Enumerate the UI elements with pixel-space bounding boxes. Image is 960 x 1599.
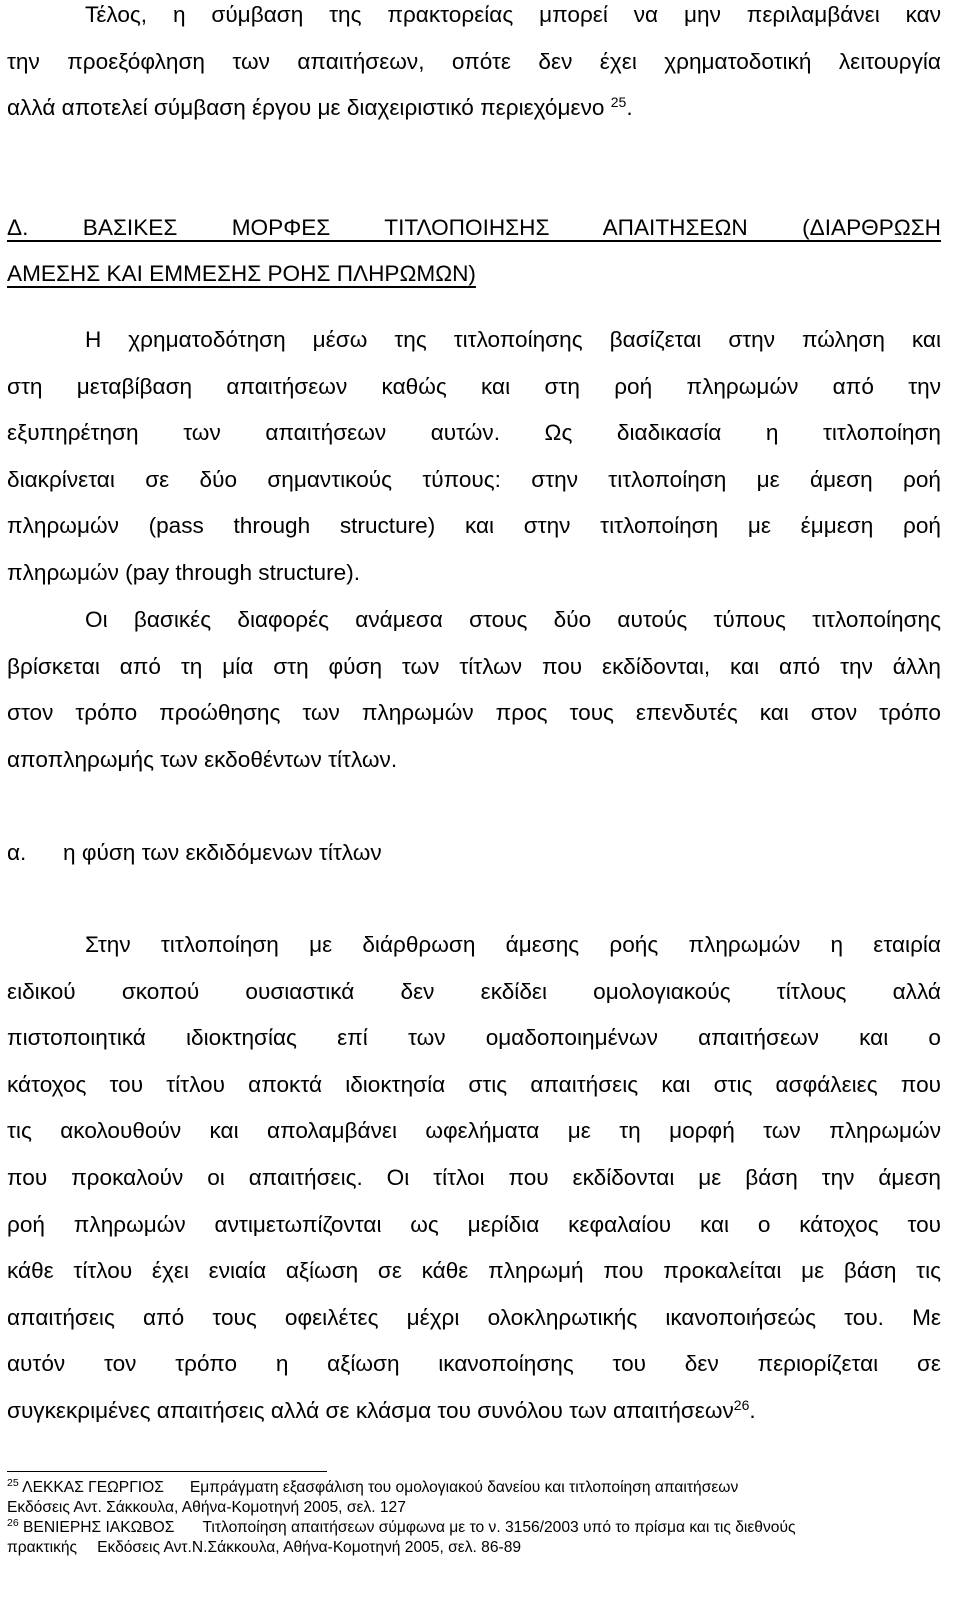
- text-line: απαιτήσεις από τους οφειλέτες μέχρι ολοκληρωτικής ικανοποιήσεώς του. Με: [7, 1304, 941, 1330]
- footnote-text: Εμπράγματη εξασφάλιση του ομολογιακού δανείου και τιτλοποίηση απαιτήσεων: [189, 1479, 739, 1496]
- footnote-separator: [7, 1471, 327, 1472]
- text-line: στον τρόπο προώθησης των πληρωμών προς τους επενδυτές και στον τρόπο: [7, 700, 941, 726]
- footnote-number: 26: [7, 1517, 19, 1529]
- section-heading: [7, 205, 941, 297]
- text-line: κάθε τίτλου έχει ενιαία αξίωση σε κάθε πληρωμή που προκαλείται με βάση τις: [7, 1258, 941, 1284]
- heading-line: Δ. ΒΑΣΙΚΕΣ ΜΟΡΦΕΣ ΤΙΤΛΟΠΟΙΗΣΗΣ ΑΠΑΙΤΗΣΕΩΝ (ΔΙΑΡΘΡΩΣΗ: [7, 215, 941, 240]
- subsection-title: η φύση των εκδιδόμενων τίτλων: [63, 840, 382, 865]
- text-line: βρίσκεται από τη μία στη φύση των τίτλων που εκδίδονται, και από την άλλη: [7, 653, 941, 679]
- footnotes: [7, 1478, 941, 1558]
- text-line: αποπληρωμής των εκδοθέντων τίτλων.: [7, 746, 398, 772]
- text-line: πληρωμών (pay through structure).: [7, 559, 361, 585]
- text-line: Οι βασικές διαφορές ανάμεσα στους δύο αυτούς τύπους τιτλοποίησης: [85, 607, 941, 632]
- text-line: στη μεταβίβαση απαιτήσεων καθώς και στη ροή πληρωμών από την: [7, 373, 941, 399]
- footnote-number: 25: [7, 1477, 19, 1489]
- footnote-line: [7, 1478, 941, 1498]
- paragraph: [7, 597, 941, 783]
- text-line: τις ακολουθούν και απολαμβάνει ωφελήματα με τη μορφή των πληρωμών: [7, 1118, 941, 1144]
- footnote-text: Εκδόσεις Αντ.Ν.Σάκκουλα, Αθήνα-Κομοτηνή 2005, σελ. 86-89: [97, 1539, 522, 1556]
- text-fragment: .: [749, 1397, 756, 1423]
- text-line: [7, 1388, 941, 1435]
- footnote-text: Τιτλοποίηση απαιτήσεων σύμφωνα με το ν. 3156/2003 υπό το πρίσμα και τις διεθνούς: [202, 1519, 796, 1536]
- footnote-author: ΒΕΝΙΕΡΗΣ ΙΑΚΩΒΟΣ: [23, 1519, 175, 1536]
- text-line: πιστοποιητικά ιδιοκτησίας επί των ομαδοποιημένων απαιτήσεων και ο: [7, 1025, 941, 1051]
- footnote-line: [7, 1518, 941, 1538]
- text-fragment: αλλά αποτελεί σύμβαση έργου με διαχειριστικό περιεχόμενο: [7, 95, 605, 121]
- text-line: εξυπηρέτηση των απαιτήσεων αυτών. Ως διαδικασία η τιτλοποίηση: [7, 420, 941, 446]
- text-line: Στην τιτλοποίηση με διάρθρωση άμεσης ροής πληρωμών η εταιρία: [85, 932, 941, 957]
- text-line: διακρίνεται σε δύο σημαντικούς τύπους: στην τιτλοποίηση με άμεση ροή: [7, 466, 941, 492]
- heading-line: ΑΜΕΣΗΣ ΚΑΙ ΕΜΜΕΣΗΣ ΡΟΗΣ ΠΛΗΡΩΜΩΝ): [7, 261, 476, 286]
- footnote-author: ΛΕΚΚΑΣ ΓΕΩΡΓΙΟΣ: [22, 1479, 164, 1496]
- text-fragment: .: [626, 95, 633, 121]
- footnote-reference[interactable]: 26: [733, 1396, 750, 1413]
- footnote-line: [7, 1538, 941, 1558]
- text-line: την προεξόφληση των απαιτήσεων, οπότε δεν έχει χρηματοδοτική λειτουργία: [7, 48, 941, 74]
- text-line: Τέλος, η σύμβαση της πρακτορείας μπορεί να μην περιλαμβάνει καν: [85, 2, 941, 27]
- footnote-line: Εκδόσεις Αντ. Σάκκουλα, Αθήνα-Κομοτηνή 2005, σελ. 127: [7, 1499, 406, 1516]
- text-line: αυτόν τον τρόπο η αξίωση ικανοποίησης του δεν περιορίζεται σε: [7, 1351, 941, 1377]
- text-line: πληρωμών (pass through structure) και στην τιτλοποίηση με έμμεση ροή: [7, 513, 941, 539]
- text-line: Η χρηματοδότηση μέσω της τιτλοποίησης βασίζεται στην πώληση και: [85, 327, 941, 352]
- text-line: κάτοχος του τίτλου αποκτά ιδιοκτησία στις απαιτήσεις και στις ασφάλειες που: [7, 1071, 941, 1097]
- footnote-26: [7, 1518, 941, 1558]
- text-line: ειδικού σκοπού ουσιαστικά δεν εκδίδει ομολογιακούς τίτλους αλλά: [7, 978, 941, 1004]
- footnote-text: πρακτικής: [7, 1539, 78, 1556]
- subsection-number: α.: [7, 840, 27, 865]
- text-fragment: συγκεκριμένες απαιτήσεις αλλά σε κλάσμα του συνόλου των απαιτήσεων: [7, 1397, 734, 1423]
- text-line: που προκαλούν οι απαιτήσεις. Οι τίτλοι που εκδίδονται με βάση την άμεση: [7, 1164, 941, 1190]
- footnote-25: [7, 1478, 941, 1518]
- footnote-reference[interactable]: 25: [610, 94, 627, 111]
- text-line: [7, 85, 941, 132]
- paragraph: [7, 922, 941, 1435]
- text-line: ροή πληρωμών αντιμετωπίζονται ως μερίδια κεφαλαίου και ο κάτοχος του: [7, 1211, 941, 1237]
- paragraph: [7, 317, 941, 597]
- intro-paragraph: [7, 0, 941, 132]
- subsection-heading: [7, 838, 941, 868]
